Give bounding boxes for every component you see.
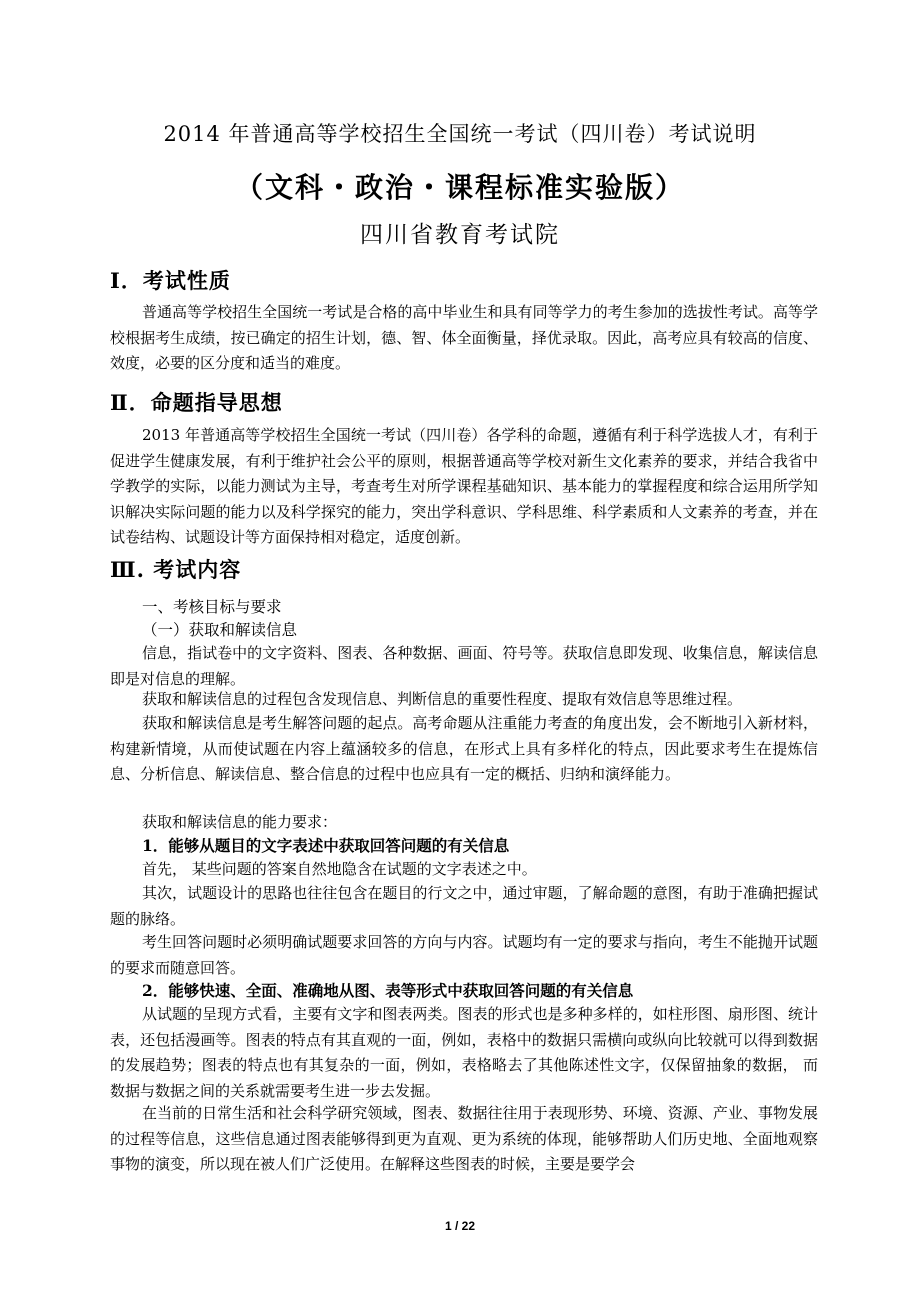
paragraph-ability-requirements: 获取和解读信息的能力要求： (142, 813, 338, 831)
section-heading-guiding-ideas: Ⅱ．命题指导思想 (110, 390, 283, 415)
document-subtitle: （文科・政治・课程标准实验版） (234, 171, 685, 204)
paragraph-answer-direction: 考生回答问题时必须明确试题要求回答的方向与内容。试题均有一定的要求与指向，考生不能抛开试题的要求而随意回答。 (110, 933, 818, 977)
document-title: 2014 年普通高等学校招生全国统一考试（四川卷）考试说明 (163, 122, 757, 146)
paragraph-charts-usage: 在当前的日常生活和社会科学研究领域，图表、数据往往用于表现形势、环境、资源、产业、事物发展的过程等信息，这些信息通过图表能够得到更为直观、更为系统的体现，能够帮助人们历史地、全面地观察事物的演变，所以现在被人们广泛使用。在解释这些图表的时候，主要是要学会 (110, 1104, 818, 1173)
paragraph-info-process: 获取和解读信息的过程包含发现信息、判断信息的重要性程度、提取有效信息等思维过程。 (142, 690, 743, 708)
document-author: 四川省教育考试院 (360, 222, 560, 248)
paragraph-charts-forms: 从试题的呈现方式看，主要有文字和图表两类。图表的形式也是多种多样的，如柱形图、扇形图、统计表，还包括漫画等。图表的特点有其直观的一面，例如，表格中的数据只需横向或纵向比较就可以得到数据的发展趋势；图表的特点也有其复杂的一面，例如，表格略去了其他陈述性文字，仅保留抽象的数据， 而数据与数据之间的关系就需要考生进一步去发掘。 (110, 1005, 818, 1100)
list-item-2: 2．能够快速、全面、准确地从图、表等形式中获取回答问题的有关信息 (142, 981, 634, 1000)
paragraph-exam-nature: 普通高等学校招生全国统一考试是合格的高中毕业生和具有同等学力的考生参加的选拔性考试。高等学校根据考生成绩，按已确定的招生计划，德、智、体全面衡量，择优录取。因此，高考应具有较高的信度、效度，必要的区分度和适当的难度。 (110, 303, 818, 372)
subheading-get-info: （一）获取和解读信息 (142, 621, 298, 639)
page-number: 1 / 22 (444, 1219, 476, 1233)
subheading-objectives: 一、考核目标与要求 (142, 598, 282, 616)
section-heading-exam-content: Ⅲ. 考试内容 (110, 557, 242, 582)
section-heading-exam-nature: Ⅰ．考试性质 (110, 268, 231, 293)
list-item-1: 1．能够从题目的文字表述中获取回答问题的有关信息 (142, 836, 510, 855)
paragraph-info-starting-point: 获取和解读信息是考生解答问题的起点。高考命题从注重能力考查的角度出发，会不断地引入新材料，构建新情境，从而使试题在内容上蕴涵较多的信息，在形式上具有多样化的特点，因此要求考生在提炼信息、分析信息、解读信息、整合信息的过程中也应具有一定的概括、归纳和演绎能力。 (110, 714, 818, 783)
paragraph-second: 其次，试题设计的思路也往往包含在题目的行文之中，通过审题，了解命题的意图，有助于准确把握试题的脉络。 (110, 884, 818, 928)
paragraph-guiding-ideas: 2013 年普通高等学校招生全国统一考试（四川卷）各学科的命题，遵循有利于科学选拔人才，有利于促进学生健康发展，有利于维护社会公平的原则，根据普通高等学校对新生文化素养的要求，并结合我省中学教学的实际，以能力测试为主导，考查考生对所学课程基础知识、基本能力的掌握程度和综合运用所学知识解决实际问题的能力以及科学探究的能力，突出学科意识、学科思维、科学素质和人文素养的考查，并在试卷结构、试题设计等方面保持相对稳定，适度创新。 (110, 426, 818, 546)
paragraph-first: 首先， 某些问题的答案自然地隐含在试题的文字表述之中。 (142, 860, 537, 878)
paragraph-info-definition: 信息，指试卷中的文字资料、图表、各种数据、画面、符号等。获取信息即发现、收集信息，解读信息即是对信息的理解。 (110, 644, 818, 688)
